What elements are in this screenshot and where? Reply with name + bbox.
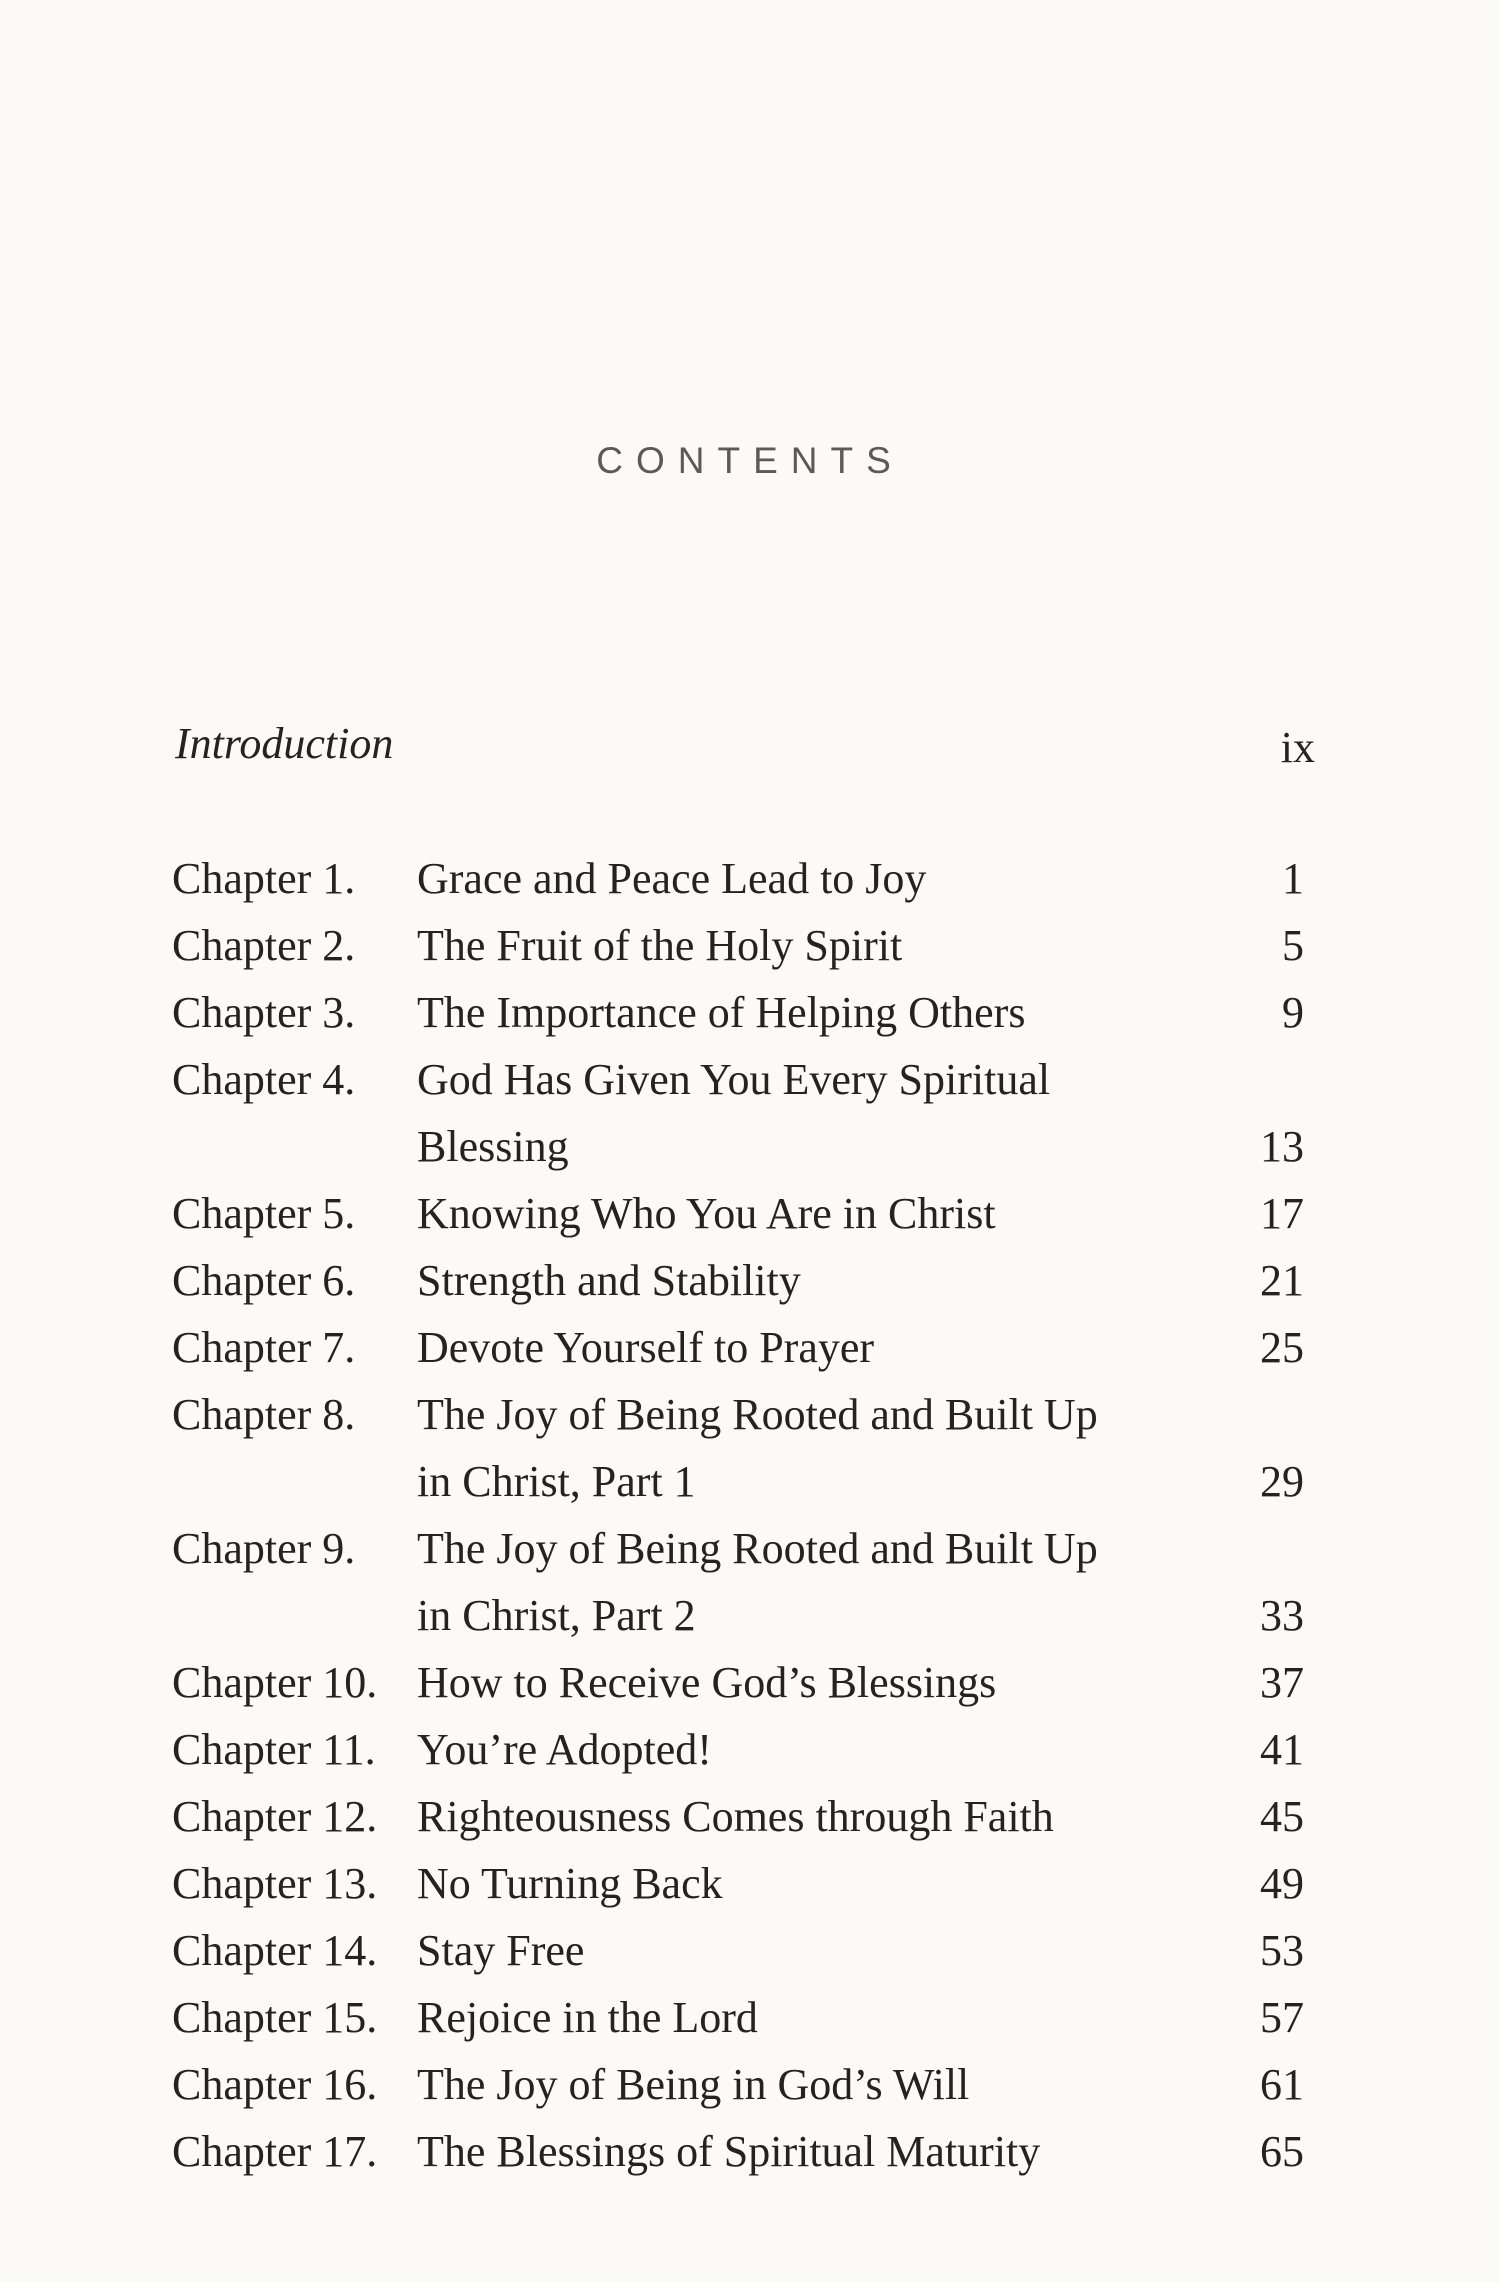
chapter-label: Chapter 15.	[172, 1993, 378, 2042]
chapter-title	[417, 1783, 1162, 1850]
chapter-page-number: 57	[1260, 1993, 1304, 2042]
introduction-page: ix	[1280, 723, 1315, 772]
chapter-title	[417, 2051, 1162, 2118]
chapter-page-number: 41	[1260, 1725, 1304, 1774]
toc-entry[interactable]	[172, 979, 1312, 1046]
chapter-title-line: Rejoice in the Lord	[417, 1993, 758, 2042]
toc-entry[interactable]	[172, 1917, 1312, 1984]
chapter-title	[417, 2118, 1162, 2185]
chapter-label: Chapter 17.	[172, 2127, 378, 2176]
introduction-title: Introduction	[175, 719, 394, 768]
toc-entry[interactable]	[172, 1716, 1312, 1783]
toc-entry[interactable]	[172, 1180, 1312, 1247]
chapter-label: Chapter 4.	[172, 1055, 356, 1104]
chapter-label: Chapter 12.	[172, 1792, 378, 1841]
chapter-title	[417, 1515, 1162, 1649]
chapter-label: Chapter 10.	[172, 1658, 378, 1707]
toc-entry[interactable]	[172, 845, 1312, 912]
chapter-page-number: 29	[1260, 1457, 1304, 1506]
chapter-page-number: 53	[1260, 1926, 1304, 1975]
chapter-title-line: Grace and Peace Lead to Joy	[417, 854, 927, 903]
chapter-title-line: You’re Adopted!	[417, 1725, 712, 1774]
chapter-page-number: 21	[1260, 1256, 1304, 1305]
chapter-page-number: 9	[1282, 988, 1304, 1037]
chapter-title	[417, 1046, 1162, 1180]
chapter-title-line: in Christ, Part 1	[417, 1457, 696, 1506]
chapter-title-line: God Has Given You Every Spiritual	[417, 1055, 1051, 1104]
chapter-title	[417, 912, 1162, 979]
chapter-label: Chapter 13.	[172, 1859, 378, 1908]
chapter-title-line: Strength and Stability	[417, 1256, 801, 1305]
chapter-title	[417, 1180, 1162, 1247]
chapter-title-line: The Joy of Being Rooted and Built Up	[417, 1524, 1098, 1573]
chapter-page-number: 65	[1260, 2127, 1304, 2176]
chapter-label: Chapter 5.	[172, 1189, 356, 1238]
chapter-page-number: 13	[1260, 1122, 1304, 1171]
toc-entry[interactable]	[172, 1984, 1312, 2051]
chapter-title-line: The Blessings of Spiritual Maturity	[417, 2127, 1041, 2176]
toc-entry[interactable]	[172, 2051, 1312, 2118]
chapter-title	[417, 1716, 1162, 1783]
chapter-title-line: No Turning Back	[417, 1859, 723, 1908]
chapter-title-line: Blessing	[417, 1122, 569, 1171]
toc-entry[interactable]	[172, 1850, 1312, 1917]
chapter-title	[417, 1850, 1162, 1917]
chapter-title-line: Knowing Who You Are in Christ	[417, 1189, 996, 1238]
toc-introduction[interactable]	[175, 713, 1315, 775]
chapter-title	[417, 1381, 1162, 1515]
toc-entry[interactable]	[172, 1381, 1312, 1515]
toc-entry[interactable]	[172, 1046, 1312, 1180]
toc-entry[interactable]	[172, 1649, 1312, 1716]
chapter-title-line: The Importance of Helping Others	[417, 988, 1026, 1037]
chapter-label: Chapter 3.	[172, 988, 356, 1037]
chapter-label: Chapter 6.	[172, 1256, 356, 1305]
chapter-title	[417, 1917, 1162, 1984]
chapter-title-line: in Christ, Part 2	[417, 1591, 696, 1640]
chapter-label: Chapter 8.	[172, 1390, 356, 1439]
chapter-page-number: 33	[1260, 1591, 1304, 1640]
chapter-title	[417, 1649, 1162, 1716]
toc-entry[interactable]	[172, 1247, 1312, 1314]
chapter-title	[417, 1247, 1162, 1314]
chapter-label: Chapter 16.	[172, 2060, 378, 2109]
chapter-title	[417, 979, 1162, 1046]
chapter-page-number: 17	[1260, 1189, 1304, 1238]
page-title: CONTENTS	[596, 440, 904, 481]
chapter-label: Chapter 2.	[172, 921, 356, 970]
chapter-page-number: 61	[1260, 2060, 1304, 2109]
chapter-page-number: 49	[1260, 1859, 1304, 1908]
chapter-page-number: 25	[1260, 1323, 1304, 1372]
chapter-page-number: 1	[1282, 854, 1304, 903]
chapter-title-line: The Joy of Being in God’s Will	[417, 2060, 970, 2109]
toc-entry[interactable]	[172, 2118, 1312, 2185]
chapter-label: Chapter 9.	[172, 1524, 356, 1573]
chapter-label: Chapter 14.	[172, 1926, 378, 1975]
chapter-title-line: Devote Yourself to Prayer	[417, 1323, 875, 1372]
chapter-page-number: 37	[1260, 1658, 1304, 1707]
chapter-label: Chapter 11.	[172, 1725, 376, 1774]
chapter-label: Chapter 7.	[172, 1323, 356, 1372]
toc-entry[interactable]	[172, 1783, 1312, 1850]
chapter-page-number: 45	[1260, 1792, 1304, 1841]
chapter-title	[417, 1314, 1162, 1381]
table-of-contents	[172, 845, 1312, 2185]
toc-entry[interactable]	[172, 1314, 1312, 1381]
chapter-page-number: 5	[1282, 921, 1304, 970]
chapter-title-line: How to Receive God’s Blessings	[417, 1658, 997, 1707]
chapter-title	[417, 1984, 1162, 2051]
chapter-title-line: The Joy of Being Rooted and Built Up	[417, 1390, 1098, 1439]
chapter-title-line: Righteousness Comes through Faith	[417, 1792, 1054, 1841]
toc-entry[interactable]	[172, 1515, 1312, 1649]
toc-entry[interactable]	[172, 912, 1312, 979]
chapter-title-line: The Fruit of the Holy Spirit	[417, 921, 903, 970]
chapter-title-line: Stay Free	[417, 1926, 585, 1975]
chapter-title	[417, 845, 1162, 912]
chapter-label: Chapter 1.	[172, 854, 356, 903]
